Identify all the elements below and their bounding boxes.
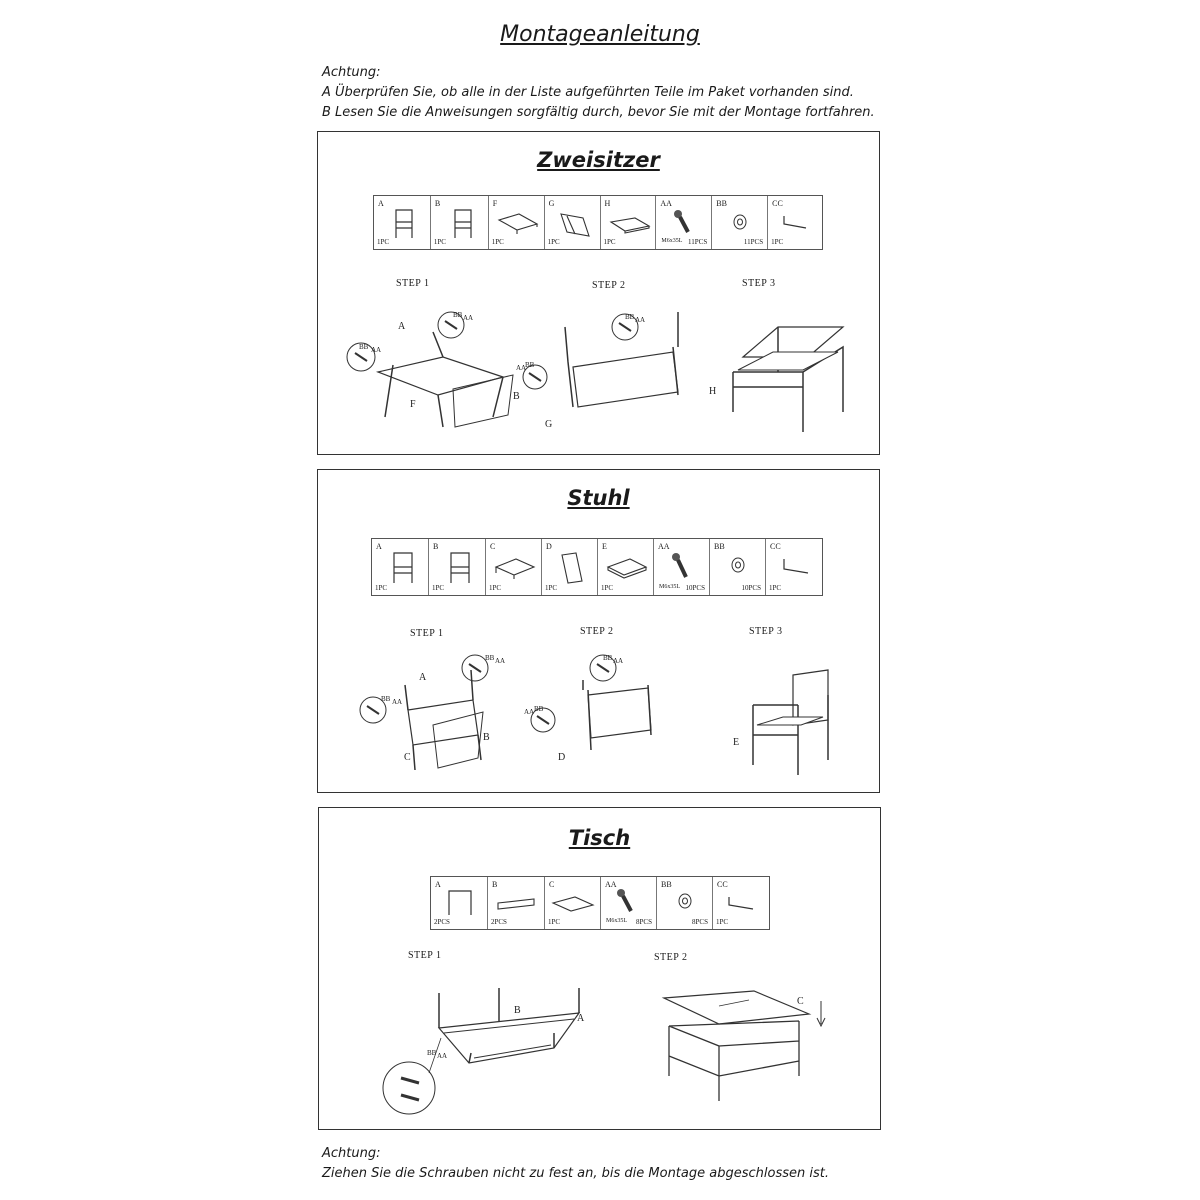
- part-label: A: [376, 542, 382, 551]
- part-cell-d: [542, 539, 598, 595]
- part-label: BB: [714, 542, 725, 551]
- part-cell-f: [489, 196, 545, 249]
- callout-a: A: [577, 1013, 585, 1024]
- callout-d: D: [558, 752, 566, 763]
- callout-b: B: [483, 732, 490, 743]
- step-1-label: STEP 1: [408, 950, 442, 961]
- stuhl-step-3-diagram: [723, 665, 863, 785]
- part-qty: 1PC: [432, 584, 445, 592]
- zweisitzer-step-1-diagram: [333, 307, 523, 432]
- part-cell-e: [598, 539, 654, 595]
- part-qty: 1PC: [377, 238, 390, 246]
- callout-bb: BB: [603, 654, 613, 662]
- callout-a: A: [398, 321, 406, 332]
- part-label: H: [604, 199, 611, 208]
- zweisitzer-step-2-diagram: [513, 307, 703, 432]
- part-cell-a: [374, 196, 431, 249]
- part-qty: 1PC: [489, 584, 502, 592]
- step-1-label: STEP 1: [410, 628, 444, 639]
- callout-a: A: [419, 672, 427, 683]
- footer-heading: Achtung:: [322, 1146, 381, 1161]
- part-label: A: [435, 880, 441, 889]
- part-cell-b: [431, 196, 489, 249]
- tisch-step-1-diagram: [379, 983, 609, 1123]
- part-cell-h: [601, 196, 657, 249]
- part-cell-bb: [712, 196, 768, 249]
- part-label: E: [602, 542, 607, 551]
- part-label: B: [433, 542, 439, 551]
- callout-aa: AA: [516, 364, 527, 372]
- step-2-label: STEP 2: [592, 280, 626, 291]
- part-cell-cc: [768, 196, 822, 249]
- part-qty: 1PC: [603, 238, 616, 246]
- part-qty: 1PC: [769, 584, 782, 592]
- tisch-parts-list: [430, 876, 770, 930]
- callout-aa: AA: [392, 698, 403, 706]
- part-label: CC: [717, 880, 728, 889]
- zweisitzer-title: Zweisitzer: [537, 148, 660, 172]
- part-qty: 1PC: [545, 584, 558, 592]
- callout-aa: AA: [463, 314, 474, 322]
- callout-bb: BB: [453, 311, 463, 319]
- part-label: G: [548, 199, 555, 208]
- part-cell-a: [372, 539, 429, 595]
- callout-aa: AA: [635, 316, 646, 324]
- part-qty: 1PC: [601, 584, 614, 592]
- part-cell-b: [488, 877, 545, 929]
- part-qty: 8PCS: [636, 918, 652, 926]
- part-cell-bb: [657, 877, 713, 929]
- part-label: B: [492, 880, 498, 889]
- stuhl-parts-list: [371, 538, 823, 596]
- zweisitzer-step-3-diagram: [703, 312, 863, 442]
- page-title: Montageanleitung: [500, 22, 700, 47]
- zweisitzer-parts-list: [373, 195, 823, 250]
- part-cell-aa: [654, 539, 710, 595]
- part-qty: 1PC: [433, 238, 446, 246]
- callout-g: G: [545, 419, 553, 430]
- part-label: AA: [658, 542, 670, 551]
- zweisitzer-panel: [317, 131, 880, 455]
- part-label: D: [546, 542, 552, 551]
- callout-b: B: [514, 1005, 521, 1016]
- part-cell-aa: [656, 196, 712, 249]
- stuhl-step-2-diagram: [523, 650, 683, 780]
- callout-bb: BB: [359, 343, 369, 351]
- stuhl-step-1-diagram: [353, 650, 513, 780]
- callout-b: B: [513, 391, 520, 402]
- part-qty: 1PC: [375, 584, 388, 592]
- step-2-label: STEP 2: [654, 952, 688, 963]
- part-qty: 8PCS: [692, 918, 708, 926]
- callout-bb: BB: [381, 695, 391, 703]
- callout-aa: AA: [495, 657, 506, 665]
- part-cell-b: [429, 539, 486, 595]
- stuhl-panel: [317, 469, 880, 793]
- step-3-label: STEP 3: [742, 278, 776, 289]
- callout-h: H: [709, 386, 717, 397]
- tisch-title: Tisch: [568, 826, 631, 850]
- part-qty: 10PCS: [685, 584, 705, 592]
- stuhl-title: Stuhl: [567, 486, 630, 510]
- callout-bb: BB: [427, 1049, 437, 1057]
- screw-size: M6x35L: [661, 238, 683, 244]
- callout-f: F: [410, 399, 416, 410]
- part-qty: 11PCS: [688, 238, 708, 246]
- part-cell-cc: [713, 877, 769, 929]
- footer-line: Ziehen Sie die Schrauben nicht zu fest an, bis die Montage abgeschlossen ist.: [322, 1166, 829, 1181]
- part-label: C: [549, 880, 555, 889]
- callout-aa: AA: [613, 657, 624, 665]
- part-label: A: [378, 199, 384, 208]
- screw-size: M6x35L: [659, 584, 680, 590]
- tisch-panel: [318, 807, 881, 1130]
- callout-aa: AA: [371, 346, 382, 354]
- callout-bb: BB: [625, 313, 635, 321]
- intro-heading: Achtung:: [322, 65, 381, 80]
- part-label: BB: [661, 880, 672, 889]
- callout-aa: AA: [524, 708, 535, 716]
- part-cell-g: [545, 196, 601, 249]
- step-3-label: STEP 3: [749, 626, 783, 637]
- tisch-step-2-diagram: [659, 986, 859, 1116]
- screw-size: M6x35L: [606, 918, 627, 924]
- part-label: BB: [716, 199, 727, 208]
- callout-c: C: [404, 752, 411, 763]
- step-1-label: STEP 1: [396, 278, 430, 289]
- intro-line-a: A Überprüfen Sie, ob alle in der Liste aufgeführten Teile im Paket vorhanden sind.: [322, 85, 854, 100]
- step-2-label: STEP 2: [580, 626, 614, 637]
- callout-bb: BB: [534, 705, 544, 713]
- part-cell-cc: [766, 539, 822, 595]
- part-qty: 1PC: [547, 238, 560, 246]
- callout-bb: BB: [525, 361, 535, 369]
- part-qty: 1PC: [771, 238, 784, 246]
- part-label: B: [434, 199, 441, 208]
- part-qty: 2PCS: [434, 918, 450, 926]
- part-cell-a: [431, 877, 488, 929]
- callout-aa: AA: [437, 1052, 448, 1060]
- part-label: AA: [660, 199, 672, 208]
- part-label: CC: [770, 542, 781, 551]
- part-cell-c: [486, 539, 542, 595]
- part-qty: 1PC: [491, 238, 504, 246]
- part-qty: 1PC: [548, 918, 561, 926]
- part-qty: 11PCS: [743, 238, 764, 246]
- part-cell-c: [545, 877, 601, 929]
- part-qty: 10PCS: [741, 584, 761, 592]
- part-cell-aa: [601, 877, 657, 929]
- callout-e: E: [733, 737, 740, 748]
- part-label: AA: [605, 880, 617, 889]
- callout-bb: BB: [485, 654, 495, 662]
- part-label: CC: [772, 199, 783, 208]
- intro-line-b: B Lesen Sie die Anweisungen sorgfältig durch, bevor Sie mit der Montage fortfahren.: [322, 105, 875, 120]
- part-label: C: [490, 542, 496, 551]
- part-qty: 2PCS: [491, 918, 507, 926]
- part-label: F: [492, 199, 498, 208]
- part-qty: 1PC: [716, 918, 729, 926]
- callout-c: C: [797, 996, 804, 1007]
- part-cell-bb: [710, 539, 766, 595]
